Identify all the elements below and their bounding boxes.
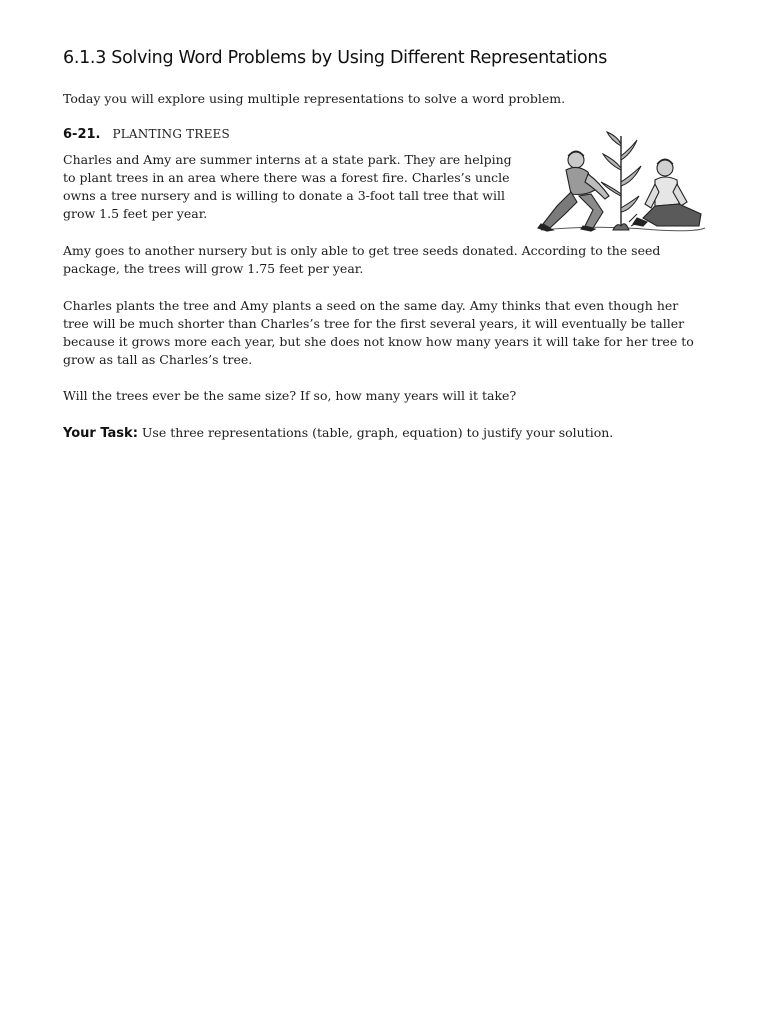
page-title: 6.1.3 Solving Word Problems by Using Different Representations [63,48,608,68]
person-right-figure [633,159,701,226]
problem-paragraph-1: Charles and Amy are summer interns at a state park. They are helping to plant trees in an area where there was a forest fire. Charles’s uncle owns a tree nursery and is willing to donate a 3-foot tall tree that will grow 1.5 feet per year. [63,152,512,221]
planting-trees-illustration [533,126,708,238]
task-label: Your Task: [63,426,138,441]
problem-question: Will the trees ever be the same size? If so, how many years will it take? [63,388,517,403]
plant-figure [601,132,643,230]
person-left-figure [538,151,609,231]
task-text: Use three representations (table, graph, equation) to justify your solution. [141,425,614,440]
problem-number: 6-21. [63,127,101,142]
task-line [63,424,613,442]
problem-paragraph-2: Amy goes to another nursery but is only able to get tree seeds donated. According to the seed package, the trees will grow 1.75 feet per year. [63,243,661,276]
problem-paragraph-3: Charles plants the tree and Amy plants a seed on the same day. Amy thinks that even though her tree will be much shorter than Charles’s tree for the first several years, it will eventually be taller because it grows more each year, but she does not know how many years it will take for her tree to grow as tall as Charles’s tree. [63,298,694,367]
problem-title: PLANTING TREES [112,127,230,141]
intro-text: Today you will explore using multiple representations to solve a word problem. [63,91,566,106]
problem-heading [63,125,230,143]
